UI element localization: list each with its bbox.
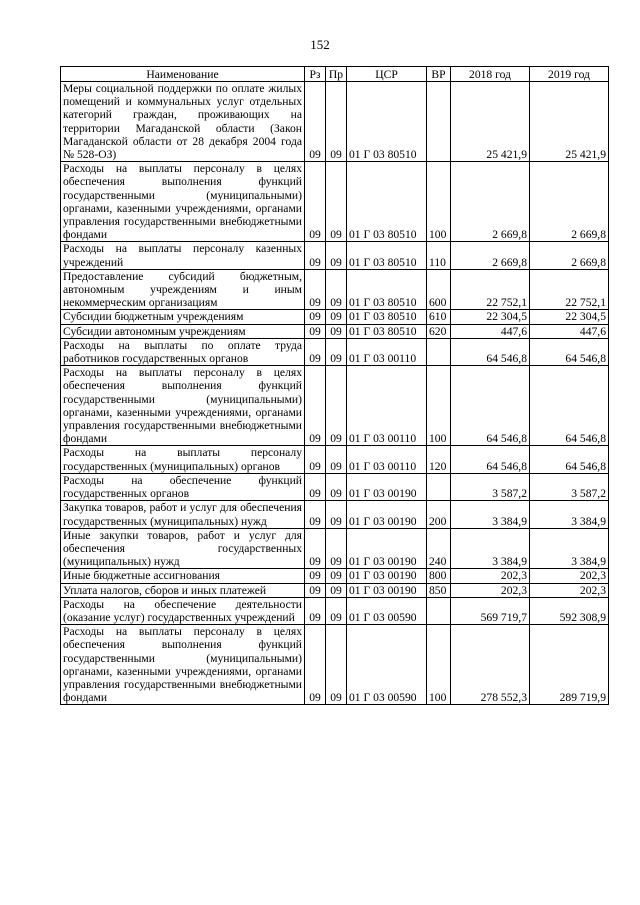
row-vr: 100: [427, 366, 451, 446]
row-csr: 01 Г 03 00590: [347, 625, 427, 705]
header-csr: ЦСР: [347, 67, 427, 82]
table-row: [61, 528, 609, 569]
row-csr: 01 Г 03 80510: [347, 242, 427, 269]
row-pr: 09: [326, 162, 347, 242]
row-csr: 01 Г 03 00590: [347, 597, 427, 624]
table-row: [61, 446, 609, 473]
row-2018: 2 669,8: [451, 242, 530, 269]
row-rz: 09: [305, 338, 326, 365]
table-row: [61, 310, 609, 324]
row-name: Предоставление субсидий бюджетным, автономным учреждениям и иным некоммерческим организациям: [61, 269, 305, 310]
header-pr: Пр: [326, 67, 347, 82]
row-pr: 09: [326, 82, 347, 162]
row-2019: 592 308,9: [530, 597, 609, 624]
row-rz: 09: [305, 625, 326, 705]
row-rz: 09: [305, 583, 326, 597]
row-csr: 01 Г 03 80510: [347, 269, 427, 310]
row-2019: 64 546,8: [530, 366, 609, 446]
row-name: Иные бюджетные ассигнования: [61, 569, 305, 583]
row-2018: 25 421,9: [451, 82, 530, 162]
table-row: [61, 338, 609, 365]
table-row: [61, 366, 609, 446]
row-csr: 01 Г 03 00190: [347, 473, 427, 500]
row-2019: 202,3: [530, 583, 609, 597]
row-vr: [427, 82, 451, 162]
row-name: Субсидии автономным учреждениям: [61, 324, 305, 338]
header-2018: 2018 год: [451, 67, 530, 82]
header-vr: ВР: [427, 67, 451, 82]
row-2018: 569 719,7: [451, 597, 530, 624]
row-name: Расходы на выплаты персоналу в целях обеспечения выполнения функций государственными (муниципальными) органами, казенными учреждениями, органами управления государственными внебюджетными фондами: [61, 625, 305, 705]
row-rz: 09: [305, 242, 326, 269]
row-rz: 09: [305, 82, 326, 162]
row-rz: 09: [305, 162, 326, 242]
row-2018: 447,6: [451, 324, 530, 338]
row-csr: 01 Г 03 00110: [347, 338, 427, 365]
table-row: [61, 501, 609, 528]
table-row: [61, 569, 609, 583]
row-2018: 202,3: [451, 583, 530, 597]
row-vr: 600: [427, 269, 451, 310]
row-csr: 01 Г 03 80510: [347, 162, 427, 242]
row-csr: 01 Г 03 00110: [347, 446, 427, 473]
row-csr: 01 Г 03 00110: [347, 366, 427, 446]
table-header-row: [61, 67, 609, 82]
row-pr: 09: [326, 446, 347, 473]
row-pr: 09: [326, 501, 347, 528]
row-2018: 2 669,8: [451, 162, 530, 242]
row-vr: 110: [427, 242, 451, 269]
table-row: [61, 242, 609, 269]
row-2019: 3 587,2: [530, 473, 609, 500]
row-name: Закупка товаров, работ и услуг для обеспечения государственных (муниципальных) нужд: [61, 501, 305, 528]
row-vr: [427, 338, 451, 365]
header-2019: 2019 год: [530, 67, 609, 82]
table-row: [61, 269, 609, 310]
row-2019: 2 669,8: [530, 242, 609, 269]
row-2018: 22 752,1: [451, 269, 530, 310]
row-rz: 09: [305, 569, 326, 583]
row-2018: 22 304,5: [451, 310, 530, 324]
page-number: 152: [310, 37, 330, 52]
row-rz: 09: [305, 446, 326, 473]
row-vr: 800: [427, 569, 451, 583]
row-pr: 09: [326, 242, 347, 269]
row-2019: 25 421,9: [530, 82, 609, 162]
table-row: [61, 583, 609, 597]
table-row: [61, 162, 609, 242]
row-rz: 09: [305, 597, 326, 624]
row-rz: 09: [305, 473, 326, 500]
row-csr: 01 Г 03 80510: [347, 324, 427, 338]
row-2018: 3 384,9: [451, 501, 530, 528]
row-name: Расходы на обеспечение функций государственных органов: [61, 473, 305, 500]
row-csr: 01 Г 03 00190: [347, 569, 427, 583]
row-vr: 120: [427, 446, 451, 473]
row-name: Меры социальной поддержки по оплате жилых помещений и коммунальных услуг отдельных категорий граждан, проживающих на территории Магаданской области (Закон Магаданской области от 28 декабря 2004 года № 528-ОЗ): [61, 82, 305, 162]
row-2018: 202,3: [451, 569, 530, 583]
header-rz: Рз: [305, 67, 326, 82]
row-2019: 64 546,8: [530, 338, 609, 365]
row-name: Расходы на выплаты по оплате труда работников государственных органов: [61, 338, 305, 365]
row-vr: 240: [427, 528, 451, 569]
row-pr: 09: [326, 597, 347, 624]
row-2018: 278 552,3: [451, 625, 530, 705]
row-pr: 09: [326, 269, 347, 310]
table-row: [61, 473, 609, 500]
table-row: [61, 324, 609, 338]
table-row: [61, 597, 609, 624]
table-row: [61, 82, 609, 162]
row-rz: 09: [305, 501, 326, 528]
row-pr: 09: [326, 324, 347, 338]
row-2019: 64 546,8: [530, 446, 609, 473]
row-vr: 200: [427, 501, 451, 528]
row-2018: 3 587,2: [451, 473, 530, 500]
row-vr: [427, 597, 451, 624]
row-2019: 3 384,9: [530, 501, 609, 528]
row-2019: 447,6: [530, 324, 609, 338]
row-csr: 01 Г 03 00190: [347, 583, 427, 597]
row-2019: 22 752,1: [530, 269, 609, 310]
row-name: Иные закупки товаров, работ и услуг для обеспечения государственных (муниципальных) нужд: [61, 528, 305, 569]
row-2019: 3 384,9: [530, 528, 609, 569]
row-pr: 09: [326, 338, 347, 365]
row-csr: 01 Г 03 80510: [347, 310, 427, 324]
row-name: Уплата налогов, сборов и иных платежей: [61, 583, 305, 597]
row-pr: 09: [326, 528, 347, 569]
row-name: Расходы на обеспечение деятельности (оказание услуг) государственных учреждений: [61, 597, 305, 624]
row-vr: 850: [427, 583, 451, 597]
row-2019: 202,3: [530, 569, 609, 583]
row-2018: 3 384,9: [451, 528, 530, 569]
row-pr: 09: [326, 366, 347, 446]
row-2018: 64 546,8: [451, 366, 530, 446]
header-name: Наименование: [61, 67, 305, 82]
row-rz: 09: [305, 366, 326, 446]
row-rz: 09: [305, 310, 326, 324]
budget-table: [60, 66, 609, 705]
row-name: Расходы на выплаты персоналу казенных учреждений: [61, 242, 305, 269]
row-rz: 09: [305, 528, 326, 569]
table-row: [61, 625, 609, 705]
row-name: Субсидии бюджетным учреждениям: [61, 310, 305, 324]
row-rz: 09: [305, 269, 326, 310]
row-vr: 620: [427, 324, 451, 338]
row-pr: 09: [326, 625, 347, 705]
row-name: Расходы на выплаты персоналу в целях обеспечения выполнения функций государственными (муниципальными) органами, казенными учреждениями, органами управления государственными внебюджетными фондами: [61, 366, 305, 446]
row-vr: [427, 473, 451, 500]
row-2018: 64 546,8: [451, 446, 530, 473]
row-pr: 09: [326, 583, 347, 597]
row-rz: 09: [305, 324, 326, 338]
row-2019: 289 719,9: [530, 625, 609, 705]
row-name: Расходы на выплаты персоналу в целях обеспечения выполнения функций государственными (муниципальными) органами, казенными учреждениями, органами управления государственными внебюджетными фондами: [61, 162, 305, 242]
row-csr: 01 Г 03 00190: [347, 528, 427, 569]
row-pr: 09: [326, 310, 347, 324]
row-2019: 22 304,5: [530, 310, 609, 324]
row-csr: 01 Г 03 80510: [347, 82, 427, 162]
row-pr: 09: [326, 569, 347, 583]
row-vr: 100: [427, 625, 451, 705]
row-2018: 64 546,8: [451, 338, 530, 365]
row-name: Расходы на выплаты персоналу государственных (муниципальных) органов: [61, 446, 305, 473]
row-pr: 09: [326, 473, 347, 500]
row-2019: 2 669,8: [530, 162, 609, 242]
row-csr: 01 Г 03 00190: [347, 501, 427, 528]
row-vr: 100: [427, 162, 451, 242]
row-vr: 610: [427, 310, 451, 324]
